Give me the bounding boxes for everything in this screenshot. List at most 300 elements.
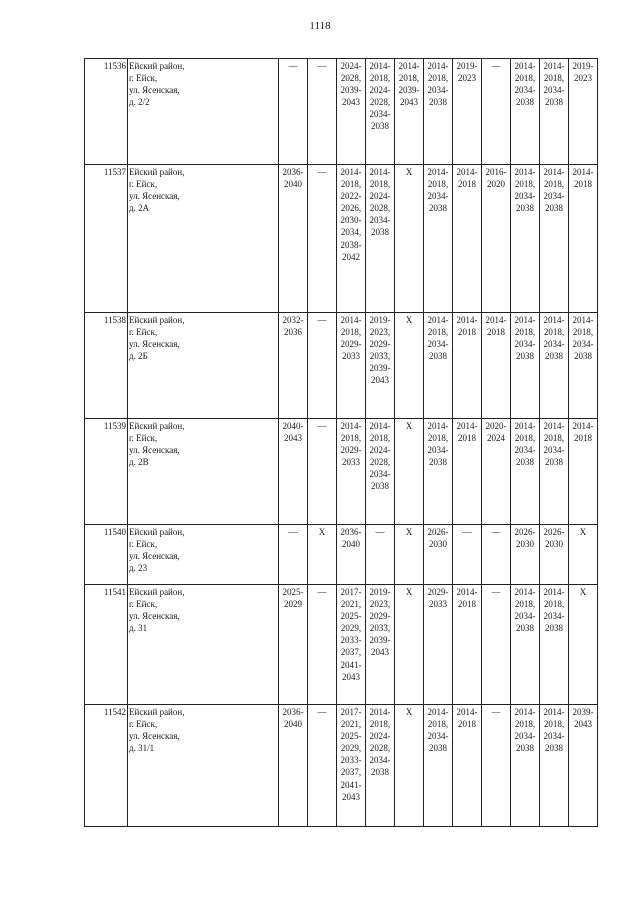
period-line: 2037, xyxy=(340,647,362,658)
period-line: 2023 xyxy=(458,73,476,84)
period-line: 2038 xyxy=(429,351,447,362)
period-line: 2038 xyxy=(429,97,447,108)
period-cell xyxy=(308,313,337,419)
period-cell xyxy=(395,705,424,827)
row-number-cell: 11537 xyxy=(85,165,128,313)
period-line: — xyxy=(491,61,501,71)
period-line: 2033- xyxy=(340,755,362,766)
period-line: 2014- xyxy=(456,587,478,597)
period-cell xyxy=(308,419,337,525)
period-cell xyxy=(279,525,308,585)
period-line: 2038 xyxy=(516,97,534,108)
period-line: 2014- xyxy=(340,315,362,325)
period-line: 2041- xyxy=(340,659,362,670)
period-line: 2040 xyxy=(342,539,360,550)
period-line: 2018, xyxy=(543,719,565,730)
table-row xyxy=(85,705,598,827)
address-line: ул. Ясенская, xyxy=(129,445,180,456)
period-line: 2028, xyxy=(369,457,391,468)
period-cell xyxy=(395,313,424,419)
period-line: 2017- xyxy=(340,707,362,717)
period-line: 2043 xyxy=(574,719,592,730)
period-line: 2034- xyxy=(543,339,565,350)
period-line: 2020- xyxy=(485,421,507,431)
address-line: д. 31 xyxy=(129,623,148,634)
period-line: 2040- xyxy=(282,421,304,431)
period-cell xyxy=(395,525,424,585)
period-line: 2014- xyxy=(514,315,536,325)
period-cell xyxy=(540,313,569,419)
period-line: 2018, xyxy=(514,179,536,190)
table-row xyxy=(85,313,598,419)
period-line: 2038 xyxy=(429,457,447,468)
period-cell xyxy=(366,165,395,313)
address-line: ул. Ясенская, xyxy=(129,85,180,96)
period-line: — xyxy=(491,527,501,537)
period-cell xyxy=(453,419,482,525)
period-cell xyxy=(569,705,598,827)
period-line: 2043 xyxy=(342,671,360,682)
period-line: 2022- xyxy=(340,191,362,202)
period-line: 2018 xyxy=(458,599,476,610)
period-line: 2014- xyxy=(543,421,565,431)
address-cell xyxy=(128,585,279,705)
period-cell xyxy=(424,585,453,705)
period-line: 2034- xyxy=(427,191,449,202)
period-line: 2034- xyxy=(514,339,536,350)
period-cell xyxy=(540,165,569,313)
period-line: 2029- xyxy=(427,587,449,597)
period-cell xyxy=(540,419,569,525)
period-line: 2043 xyxy=(342,791,360,802)
period-cell xyxy=(308,525,337,585)
period-line: Х xyxy=(405,167,413,177)
period-line: 2018, xyxy=(369,719,391,730)
period-cell xyxy=(569,313,598,419)
address-line: ул. Ясенская, xyxy=(129,731,180,742)
period-line: 2034- xyxy=(427,339,449,350)
period-cell xyxy=(279,165,308,313)
period-line: 2019- xyxy=(369,587,391,597)
period-line: 2038 xyxy=(545,457,563,468)
period-line: 2043 xyxy=(371,647,389,658)
period-line: 2018, xyxy=(340,179,362,190)
period-line: 2036- xyxy=(282,167,304,177)
period-line: 2029 xyxy=(284,599,302,610)
period-line: 2038 xyxy=(545,351,563,362)
address-line: Ейский район, xyxy=(129,61,185,71)
period-line: 2014- xyxy=(340,421,362,431)
period-line: 2018 xyxy=(458,433,476,444)
period-line: — xyxy=(317,587,327,597)
period-line: 2029- xyxy=(369,339,391,350)
period-line: 2038 xyxy=(429,203,447,214)
period-line: 2038 xyxy=(545,623,563,634)
period-line: 2039- xyxy=(369,363,391,374)
period-line: 2018 xyxy=(574,433,592,444)
period-cell xyxy=(279,419,308,525)
period-line: 2018, xyxy=(427,73,449,84)
period-line: 2038 xyxy=(516,203,534,214)
period-line: 2032- xyxy=(282,315,304,325)
period-line: 2034- xyxy=(543,445,565,456)
period-cell xyxy=(482,585,511,705)
page-number: 1118 xyxy=(309,20,331,32)
period-cell xyxy=(569,585,598,705)
period-line: 2026- xyxy=(514,527,536,537)
period-line: 2014- xyxy=(340,167,362,177)
period-cell xyxy=(511,705,540,827)
period-line: Х xyxy=(405,527,413,537)
period-cell xyxy=(366,705,395,827)
period-line: — xyxy=(375,527,385,537)
period-line: 2026, xyxy=(340,203,362,214)
period-line: 2021, xyxy=(340,719,362,730)
period-line: 2018, xyxy=(572,327,594,338)
period-line: 2033, xyxy=(369,351,391,362)
period-line: 2038 xyxy=(516,743,534,754)
period-line: 2014- xyxy=(514,421,536,431)
period-line: 2034- xyxy=(514,731,536,742)
period-line: 2018, xyxy=(514,73,536,84)
period-line: 2023 xyxy=(574,73,592,84)
period-line: 2029- xyxy=(340,339,362,350)
period-line: 2033 xyxy=(342,457,360,468)
period-line: 2034- xyxy=(543,85,565,96)
row-number-cell: 11539 xyxy=(85,419,128,525)
period-line: 2014- xyxy=(514,167,536,177)
period-line: 2014- xyxy=(543,61,565,71)
period-line: 2040 xyxy=(284,179,302,190)
period-cell xyxy=(366,585,395,705)
period-line: 2017- xyxy=(340,587,362,597)
period-line: — xyxy=(288,527,298,537)
period-line: 2018, xyxy=(427,719,449,730)
period-line: — xyxy=(317,707,327,717)
period-line: 2039- xyxy=(369,635,391,646)
period-cell xyxy=(424,59,453,165)
period-line: — xyxy=(317,61,327,71)
capital-repair-schedule-table xyxy=(84,58,598,827)
period-line: 2018 xyxy=(574,179,592,190)
period-line: 2014- xyxy=(514,587,536,597)
period-line: 2018, xyxy=(369,73,391,84)
period-line: 2036- xyxy=(340,527,362,537)
period-cell xyxy=(540,59,569,165)
period-cell xyxy=(366,313,395,419)
address-line: ул. Ясенская, xyxy=(129,611,180,622)
period-line: 2014- xyxy=(514,61,536,71)
period-cell xyxy=(395,419,424,525)
period-cell xyxy=(337,705,366,827)
period-cell xyxy=(424,419,453,525)
period-line: — xyxy=(317,315,327,325)
period-cell xyxy=(453,525,482,585)
period-line: 2018, xyxy=(427,433,449,444)
period-cell xyxy=(308,59,337,165)
period-line: 2014- xyxy=(543,315,565,325)
period-line: — xyxy=(491,587,501,597)
period-line: 2018 xyxy=(458,719,476,730)
period-line: Х xyxy=(405,707,413,717)
period-cell xyxy=(482,705,511,827)
period-line: 2034- xyxy=(514,85,536,96)
period-line: 2028, xyxy=(340,73,362,84)
address-line: д. 23 xyxy=(129,563,148,574)
period-line: Х xyxy=(405,421,413,431)
address-cell xyxy=(128,59,279,165)
period-cell xyxy=(511,419,540,525)
address-line: г. Ейск, xyxy=(129,73,158,84)
address-line: д. 2А xyxy=(129,203,150,214)
period-line: 2014- xyxy=(514,707,536,717)
period-line: 2034- xyxy=(427,731,449,742)
period-line: 2023, xyxy=(369,327,391,338)
period-line: 2018, xyxy=(543,179,565,190)
period-cell xyxy=(511,585,540,705)
address-line: Ейский район, xyxy=(129,587,185,597)
period-cell xyxy=(569,59,598,165)
period-line: 2014- xyxy=(485,315,507,325)
period-line: 2034- xyxy=(514,445,536,456)
period-cell xyxy=(366,525,395,585)
period-line: 2033, xyxy=(369,623,391,634)
period-line: 2038 xyxy=(371,227,389,238)
address-line: г. Ейск, xyxy=(129,599,158,610)
address-line: ул. Ясенская, xyxy=(129,191,180,202)
period-cell xyxy=(453,59,482,165)
period-line: 2030 xyxy=(516,539,534,550)
period-line: 2030- xyxy=(340,215,362,226)
address-cell xyxy=(128,705,279,827)
period-line: 2034- xyxy=(369,755,391,766)
period-line: 2018, xyxy=(340,433,362,444)
period-line: — xyxy=(288,61,298,71)
period-line: 2034- xyxy=(572,339,594,350)
period-cell xyxy=(482,165,511,313)
period-line: 2043 xyxy=(371,375,389,386)
period-line: 2036 xyxy=(284,327,302,338)
period-line: 2038 xyxy=(574,351,592,362)
period-line: 2034- xyxy=(369,215,391,226)
period-cell xyxy=(511,59,540,165)
address-line: г. Ейск, xyxy=(129,719,158,730)
period-cell xyxy=(453,313,482,419)
period-line: 2029- xyxy=(340,445,362,456)
period-line: 2038 xyxy=(371,767,389,778)
period-line: 2042 xyxy=(342,251,360,262)
period-line: 2038 xyxy=(516,351,534,362)
period-line: 2037, xyxy=(340,767,362,778)
period-line: 2034- xyxy=(427,85,449,96)
period-line: Х xyxy=(405,315,413,325)
address-line: д. 31/1 xyxy=(129,743,155,754)
period-cell xyxy=(540,705,569,827)
period-line: 2018, xyxy=(369,433,391,444)
period-line: 2028, xyxy=(369,743,391,754)
period-line: 2018, xyxy=(543,433,565,444)
period-line: 2019- xyxy=(369,315,391,325)
period-cell xyxy=(424,165,453,313)
period-cell xyxy=(395,59,424,165)
period-line: 2038 xyxy=(545,97,563,108)
period-cell xyxy=(366,419,395,525)
address-line: г. Ейск, xyxy=(129,179,158,190)
period-line: 2038 xyxy=(545,203,563,214)
period-line: 2030 xyxy=(545,539,563,550)
table-row xyxy=(85,59,598,165)
period-cell xyxy=(279,585,308,705)
period-line: 2018, xyxy=(514,327,536,338)
period-line: 2028, xyxy=(369,97,391,108)
period-line: 2029- xyxy=(369,611,391,622)
period-cell xyxy=(540,585,569,705)
period-line: 2029, xyxy=(340,743,362,754)
period-line: 2014- xyxy=(427,167,449,177)
period-line: 2021, xyxy=(340,599,362,610)
period-line: 2014- xyxy=(369,61,391,71)
row-number-cell: 11536 xyxy=(85,59,128,165)
period-cell xyxy=(395,585,424,705)
period-line: 2034- xyxy=(543,731,565,742)
period-line: 2026- xyxy=(543,527,565,537)
period-line: 2034, xyxy=(340,227,362,238)
period-line: Х xyxy=(405,587,413,597)
period-line: 2034- xyxy=(543,191,565,202)
period-cell xyxy=(540,525,569,585)
period-line: 2018, xyxy=(427,179,449,190)
period-cell xyxy=(337,313,366,419)
period-line: 2025- xyxy=(282,587,304,597)
period-line: 2014- xyxy=(456,167,478,177)
period-cell xyxy=(337,419,366,525)
address-line: д. 2Б xyxy=(129,351,148,362)
period-line: 2041- xyxy=(340,779,362,790)
period-line: 2038 xyxy=(545,743,563,754)
period-line: 2014- xyxy=(456,707,478,717)
period-line: 2014- xyxy=(427,421,449,431)
period-line: 2034- xyxy=(369,469,391,480)
table-body xyxy=(85,59,598,827)
period-cell xyxy=(569,525,598,585)
period-cell xyxy=(482,59,511,165)
period-cell xyxy=(395,165,424,313)
address-line: г. Ейск, xyxy=(129,539,158,550)
period-line: 2016- xyxy=(485,167,507,177)
period-cell xyxy=(308,585,337,705)
period-line: 2038 xyxy=(516,457,534,468)
address-line: Ейский район, xyxy=(129,707,185,717)
address-line: г. Ейск, xyxy=(129,433,158,444)
period-line: 2039- xyxy=(340,85,362,96)
period-cell xyxy=(569,165,598,313)
period-line: 2014- xyxy=(572,315,594,325)
period-line: 2025- xyxy=(340,611,362,622)
period-line: 2018, xyxy=(398,73,420,84)
address-line: г. Ейск, xyxy=(129,327,158,338)
period-line: 2014- xyxy=(398,61,420,71)
table-row xyxy=(85,525,598,585)
period-line: 2014- xyxy=(456,315,478,325)
period-line: 2038 xyxy=(429,743,447,754)
address-line: Ейский район, xyxy=(129,527,185,537)
period-cell xyxy=(424,313,453,419)
period-line: 2018, xyxy=(427,327,449,338)
period-line: 2024- xyxy=(369,191,391,202)
period-line: 2034- xyxy=(369,109,391,120)
period-line: 2014- xyxy=(456,421,478,431)
address-line: д. 2В xyxy=(129,457,149,468)
period-line: 2014- xyxy=(369,707,391,717)
address-line: Ейский район, xyxy=(129,421,185,431)
period-line: 2014- xyxy=(369,167,391,177)
period-cell xyxy=(308,705,337,827)
period-cell xyxy=(453,705,482,827)
period-line: 2033 xyxy=(342,351,360,362)
period-line: 2034- xyxy=(514,611,536,622)
period-line: Х xyxy=(318,527,326,537)
period-line: 2018 xyxy=(458,327,476,338)
period-line: 2019- xyxy=(456,61,478,71)
period-line: 2014- xyxy=(543,707,565,717)
period-line: 2038 xyxy=(516,623,534,634)
period-cell xyxy=(511,525,540,585)
address-line: ул. Ясенская, xyxy=(129,339,180,350)
period-line: — xyxy=(491,707,501,717)
period-line: 2043 xyxy=(400,97,418,108)
period-line: 2018 xyxy=(487,327,505,338)
period-line: 2018, xyxy=(514,433,536,444)
period-cell xyxy=(337,525,366,585)
period-line: — xyxy=(317,167,327,177)
address-cell xyxy=(128,165,279,313)
period-line: 2043 xyxy=(284,433,302,444)
period-line: 2024- xyxy=(340,61,362,71)
address-cell xyxy=(128,525,279,585)
period-line: 2014- xyxy=(543,167,565,177)
address-cell xyxy=(128,313,279,419)
period-cell xyxy=(337,585,366,705)
period-cell xyxy=(569,419,598,525)
period-line: 2039- xyxy=(398,85,420,96)
period-cell xyxy=(279,313,308,419)
period-line: 2038 xyxy=(371,121,389,132)
period-line: 2038 xyxy=(371,481,389,492)
period-line: 2018, xyxy=(514,599,536,610)
period-line: 2038- xyxy=(340,239,362,250)
period-cell xyxy=(511,165,540,313)
period-line: 2018, xyxy=(514,719,536,730)
row-number-cell: 11538 xyxy=(85,313,128,419)
period-cell xyxy=(279,59,308,165)
period-line: 2014- xyxy=(427,707,449,717)
period-line: 2025- xyxy=(340,731,362,742)
period-line: 2023, xyxy=(369,599,391,610)
period-cell xyxy=(482,525,511,585)
period-line: — xyxy=(462,527,472,537)
period-line: 2018, xyxy=(369,179,391,190)
period-line: 2033- xyxy=(340,635,362,646)
period-cell xyxy=(279,705,308,827)
period-cell xyxy=(453,585,482,705)
row-number-cell: 11542 xyxy=(85,705,128,827)
period-line: 2014- xyxy=(572,167,594,177)
period-line: 2039- xyxy=(572,707,594,717)
period-line: 2026- xyxy=(427,527,449,537)
period-line: 2014- xyxy=(543,587,565,597)
period-line: 2040 xyxy=(284,719,302,730)
period-line: — xyxy=(317,421,327,431)
